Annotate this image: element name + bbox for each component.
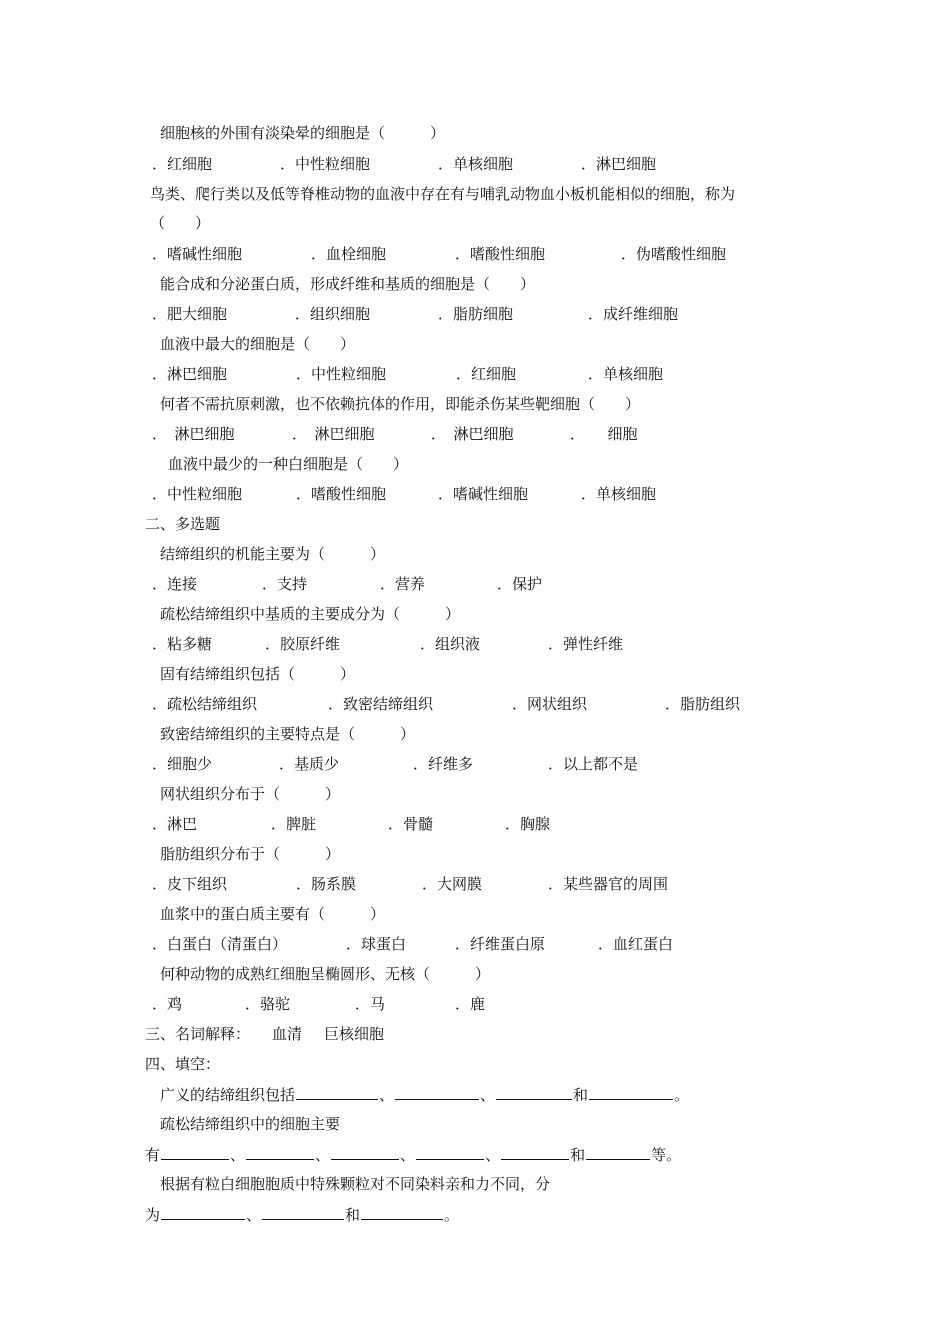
option-c: ．脂肪细胞: [438, 305, 514, 323]
question-text-cont: （ ）: [150, 214, 211, 232]
option-a: ．疏松结缔组织: [152, 695, 258, 713]
option-b: ．支持: [262, 575, 308, 593]
option-b: ．脾脏: [271, 815, 317, 833]
section-title-multi: 二、多选题: [145, 515, 221, 533]
option-a: ．鸡: [152, 995, 183, 1013]
option-c: ．红细胞: [456, 365, 517, 383]
question-text: 脂肪组织分布于（ ）: [160, 845, 341, 863]
connector: 和: [570, 1146, 586, 1164]
question-text: 何种动物的成熟红细胞呈椭圆形、无核（ ）: [160, 965, 491, 983]
option-d: ．淋巴细胞: [581, 155, 657, 173]
option-row: [0, 484, 950, 504]
option-c: ．组织液: [420, 635, 481, 653]
separator: 、: [400, 1146, 416, 1164]
option-row: [0, 154, 950, 174]
option-b: ．球蛋白: [346, 935, 407, 953]
option-row: [0, 934, 950, 954]
option-d: ．单核细胞: [588, 365, 664, 383]
option-a: ．淋巴细胞: [152, 365, 228, 383]
option-row: [0, 574, 950, 594]
term-2: 巨核细胞: [324, 1025, 385, 1043]
option-a: ． 淋巴细胞: [152, 425, 235, 443]
option-d: ．血红蛋白: [598, 935, 674, 953]
option-b: ．嗜酸性细胞: [296, 485, 387, 503]
section-title-terms: [145, 1024, 384, 1044]
option-b: ．血栓细胞: [311, 245, 387, 263]
fill-question-2: 疏松结缔组织中的细胞主要: [160, 1115, 341, 1133]
option-a: ．细胞少: [152, 755, 213, 773]
option-c: ．营养: [380, 575, 426, 593]
blank-field[interactable]: [501, 1144, 569, 1160]
option-d: ．保护: [497, 575, 543, 593]
option-b: ．组织细胞: [295, 305, 371, 323]
option-d: ．伪嗜酸性细胞: [621, 245, 727, 263]
option-c: ．纤维多: [413, 755, 474, 773]
option-a: ．皮下组织: [152, 875, 228, 893]
option-b: ．骆驼: [245, 995, 291, 1013]
blank-field[interactable]: [161, 1144, 229, 1160]
fill-suffix: 等。: [651, 1146, 682, 1164]
question-text: 能合成和分泌蛋白质，形成纤维和基质的细胞是（ ）: [160, 275, 536, 293]
option-d: ．以上都不是: [548, 755, 639, 773]
blank-field[interactable]: [395, 1084, 479, 1100]
option-c: ．单核细胞: [438, 155, 514, 173]
option-d: ．某些器官的周围: [548, 875, 669, 893]
option-d: ．胸腺: [505, 815, 551, 833]
blank-field[interactable]: [246, 1144, 314, 1160]
separator: 、: [246, 1206, 262, 1224]
fill-question-2-cont: [145, 1144, 681, 1164]
option-row: [0, 754, 950, 774]
option-a: ．嗜碱性细胞: [152, 245, 243, 263]
option-row: [0, 304, 950, 324]
option-row: [0, 244, 950, 264]
option-c: ．嗜碱性细胞: [438, 485, 529, 503]
fill-prefix: 有: [145, 1146, 161, 1164]
option-row: [0, 634, 950, 654]
blank-field[interactable]: [262, 1204, 344, 1220]
connector: 和: [573, 1086, 589, 1104]
option-a: ．粘多糖: [152, 635, 213, 653]
option-b: ．肠系膜: [296, 875, 357, 893]
option-a: ．淋巴: [152, 815, 198, 833]
connector: 和: [345, 1206, 361, 1224]
question-text: 血浆中的蛋白质主要有（ ）: [160, 905, 386, 923]
blank-field[interactable]: [296, 1084, 378, 1100]
option-row: [0, 814, 950, 834]
option-b: ．中性粒细胞: [280, 155, 371, 173]
section-title-fill: 四、填空：: [145, 1055, 221, 1073]
question-text: 固有结缔组织包括（ ）: [160, 665, 356, 683]
option-row: [0, 994, 950, 1014]
option-d: ． 细胞: [570, 425, 638, 443]
option-row: [0, 364, 950, 384]
question-text: 细胞核的外围有淡染晕的细胞是（ ）: [160, 124, 446, 142]
blank-field[interactable]: [589, 1084, 673, 1100]
question-text: 血液中最大的细胞是（ ）: [160, 335, 356, 353]
fill-question-3-cont: [145, 1204, 459, 1224]
question-text: 结缔组织的机能主要为（ ）: [160, 545, 386, 563]
question-text: 网状组织分布于（ ）: [160, 785, 341, 803]
option-c: ．嗜酸性细胞: [455, 245, 546, 263]
option-d: ．鹿: [455, 995, 486, 1013]
option-a: ．连接: [152, 575, 198, 593]
option-b: ． 淋巴细胞: [292, 425, 375, 443]
fill-prefix: 为: [145, 1206, 161, 1224]
option-d: ．成纤维细胞: [588, 305, 679, 323]
option-c: ． 淋巴细胞: [431, 425, 514, 443]
option-row: [0, 424, 950, 444]
option-d: ．弹性纤维: [548, 635, 624, 653]
option-a: ．白蛋白（清蛋白）: [152, 935, 288, 953]
blank-field[interactable]: [161, 1204, 245, 1220]
term-1: 血清: [272, 1025, 303, 1043]
option-a: ．红细胞: [152, 155, 213, 173]
section-title: 三、名词解释：: [145, 1025, 251, 1043]
option-row: [0, 694, 950, 714]
option-b: ．中性粒细胞: [296, 365, 387, 383]
fill-text: 广义的结缔组织包括: [160, 1086, 296, 1104]
question-text: 致密结缔组织的主要特点是（ ）: [160, 725, 416, 743]
option-b: ．基质少: [279, 755, 340, 773]
blank-field[interactable]: [586, 1144, 650, 1160]
option-a: ．肥大细胞: [152, 305, 228, 323]
blank-field[interactable]: [331, 1144, 399, 1160]
option-c: ．骨髓: [388, 815, 434, 833]
option-d: ．脂肪组织: [665, 695, 741, 713]
fill-question-1: [160, 1084, 689, 1104]
separator: 、: [315, 1146, 331, 1164]
period: 。: [674, 1086, 690, 1104]
question-text: 鸟类、爬行类以及低等脊椎动物的血液中存在有与哺乳动物血小板机能相似的细胞，称为: [150, 185, 736, 203]
blank-field[interactable]: [416, 1144, 484, 1160]
option-c: ．纤维蛋白原: [455, 935, 546, 953]
option-c: ．网状组织: [512, 695, 588, 713]
option-d: ．单核细胞: [581, 485, 657, 503]
option-a: ．中性粒细胞: [152, 485, 243, 503]
question-text: 血液中最少的一种白细胞是（ ）: [168, 455, 409, 473]
question-text: 何者不需抗原刺激，也不依赖抗体的作用，即能杀伤某些靶细胞（ ）: [160, 395, 641, 413]
option-c: ．大网膜: [422, 875, 483, 893]
option-row: [0, 874, 950, 894]
option-c: ．马: [355, 995, 386, 1013]
separator: 、: [379, 1086, 395, 1104]
separator: 、: [230, 1146, 246, 1164]
separator: 、: [480, 1086, 496, 1104]
question-text: 疏松结缔组织中基质的主要成分为（ ）: [160, 605, 461, 623]
blank-field[interactable]: [496, 1084, 572, 1100]
option-b: ．致密结缔组织: [328, 695, 434, 713]
blank-field[interactable]: [361, 1204, 443, 1220]
fill-question-3: 根据有粒白细胞胞质中特殊颗粒对不同染料亲和力不同，分: [160, 1175, 551, 1193]
option-b: ．胶原纤维: [265, 635, 341, 653]
separator: 、: [485, 1146, 501, 1164]
period: 。: [444, 1206, 460, 1224]
